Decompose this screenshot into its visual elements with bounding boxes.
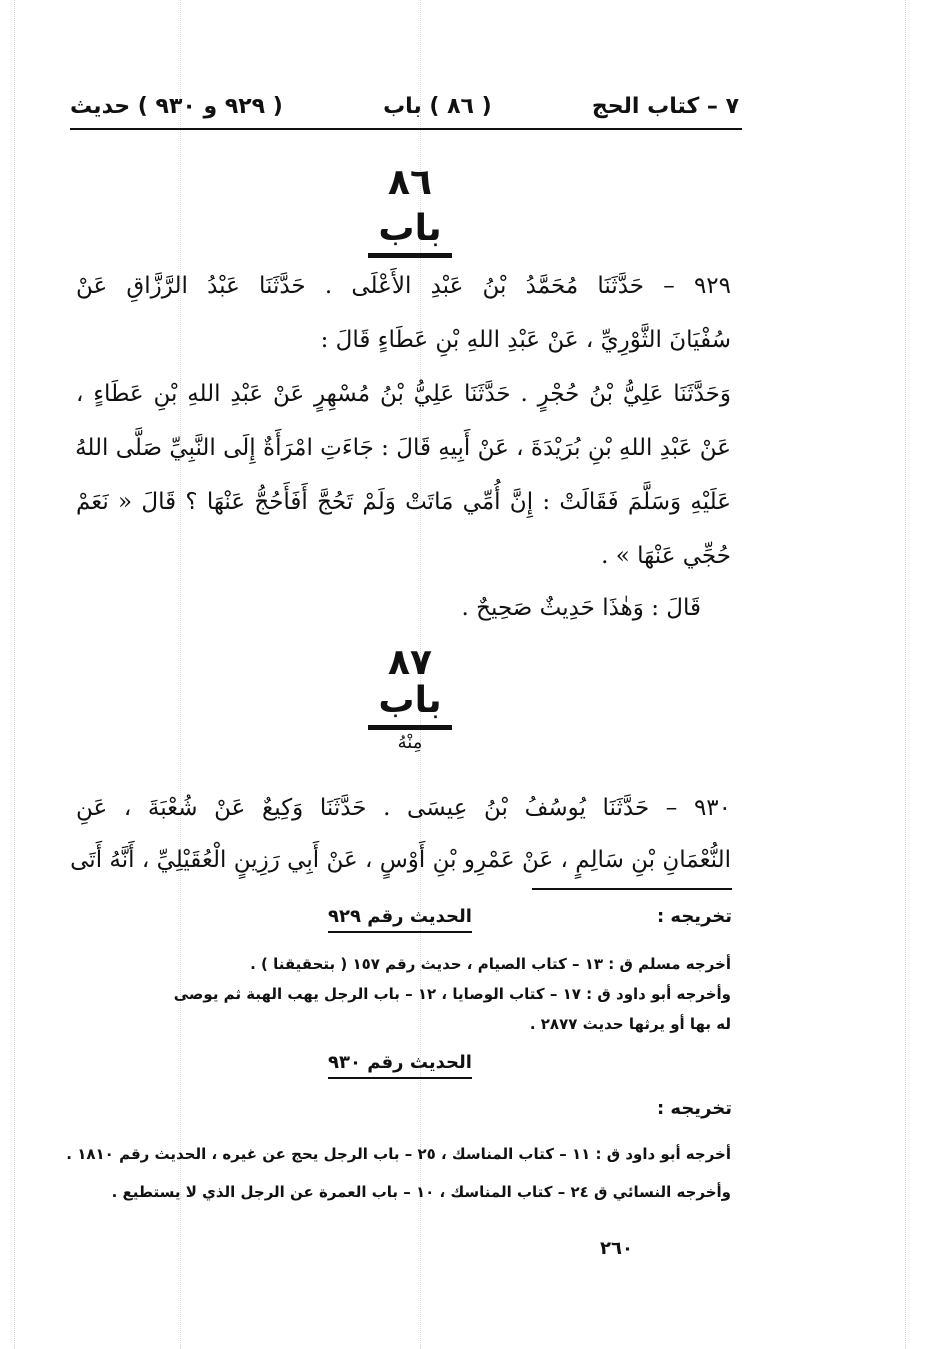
scan-guide-line xyxy=(14,0,15,1349)
footnote-label: تخريجه : xyxy=(656,906,732,927)
hadith-929-line: عَنْ عَبْدِ اللهِ بْنِ بُرَيْدَةَ ، عَنْ أَبِيهِ قَالَ : جَاءَتِ امْرَأَةٌ إِلَى النَّبِيِّ صَلَّى اللهُ xyxy=(75,435,731,461)
footnote-title-text: الحديث رقم ٩٣٠ xyxy=(328,1052,472,1079)
footnote-separator xyxy=(532,888,732,890)
chapter-title-text: باب xyxy=(368,680,451,730)
footnote-line: أخرجه أبو داود ق : ١١ – كتاب المناسك ، ٢٥ – باب الرجل يحج عن غيره ، الحديث رقم ١٨١٠ . xyxy=(66,1145,731,1163)
footnote-title-text: الحديث رقم ٩٢٩ xyxy=(328,906,472,933)
footnote-line: أخرجه مسلم ق : ١٣ – كتاب الصيام ، حديث رقم ١٥٧ ( بتحقيقنا ) . xyxy=(250,955,731,973)
header-chapter: ( ٨٦ ) باب xyxy=(383,93,492,119)
page-number: ٢٦٠ xyxy=(600,1238,633,1259)
hadith-930-line: ٩٣٠ – حَدَّثَنَا يُوسُفُ بْنُ عِيسَى . حَدَّثَنَا وَكِيعٌ عَنْ شُعْبَةَ ، عَنِ xyxy=(76,795,731,821)
footnote-title xyxy=(300,906,500,927)
hadith-929-line: حُجِّي عَنْهَا » . xyxy=(601,543,731,569)
running-header xyxy=(70,86,739,126)
hadith-930-line: النُّعْمَانِ بْنِ سَالِمٍ ، عَنْ عَمْرِو بْنِ أَوْسٍ ، عَنْ أَبِي رَزِينٍ الْعُقَيْلِيِّ ، أَنَّهُ أَتَى xyxy=(70,847,731,873)
footnote-line: وأخرجه النسائي ق ٢٤ – كتاب المناسك ، ١٠ – باب العمرة عن الرجل الذي لا يستطيع . xyxy=(111,1183,731,1201)
hadith-929-line: سُفْيَانَ الثَّوْرِيِّ ، عَنْ عَبْدِ اللهِ بْنِ عَطَاءٍ قَالَ : xyxy=(320,327,731,353)
hadith-929-line: ٩٢٩ – حَدَّثَنَا مُحَمَّدُ بْنُ عَبْدِ الأَعْلَى . حَدَّثَنَا عَبْدُ الرَّزَّاقِ عَنْ xyxy=(76,273,731,299)
scan-guide-line xyxy=(905,0,906,1349)
footnote-line: له بها أو يرثها حديث ٢٨٧٧ . xyxy=(529,1015,731,1033)
footnote-title xyxy=(300,1052,500,1073)
header-book-title: ٧ – كتاب الحج xyxy=(591,93,739,119)
chapter-title xyxy=(340,680,480,730)
hadith-929-line: وَحَدَّثَنَا عَلِيُّ بْنُ حُجْرٍ . حَدَّثَنَا عَلِيُّ بْنُ مُسْهِرٍ عَنْ عَبْدِ اللهِ بْنِ عَطَاءٍ ، xyxy=(76,381,731,407)
chapter-number: ٨٦ xyxy=(388,162,432,203)
hadith-929-line: عَلَيْهِ وَسَلَّمَ فَقَالَتْ : إِنَّ أُمِّي مَاتَتْ وَلَمْ تَحُجَّ أَفَأَحُجُّ عَنْهَا ؟ قَالَ « نَعَمْ xyxy=(76,489,731,515)
footnote-label: تخريجه : xyxy=(656,1098,732,1119)
header-rule xyxy=(70,128,742,130)
chapter-title-text: باب xyxy=(368,208,451,258)
chapter-number: ٨٧ xyxy=(388,642,432,683)
footnote-line: وأخرجه أبو داود ق : ١٧ – كتاب الوصايا ، ١٢ – باب الرجل يهب الهبة ثم يوصى xyxy=(173,985,731,1003)
hadith-929-grading: قَالَ : وَهٰذَا حَدِيثٌ صَحِيحٌ . xyxy=(461,595,701,621)
chapter-title xyxy=(340,208,480,258)
chapter-subtitle: مِنْهُ xyxy=(397,732,423,753)
header-hadith-range: ( ٩٢٩ و ٩٣٠ ) حديث xyxy=(70,93,283,119)
